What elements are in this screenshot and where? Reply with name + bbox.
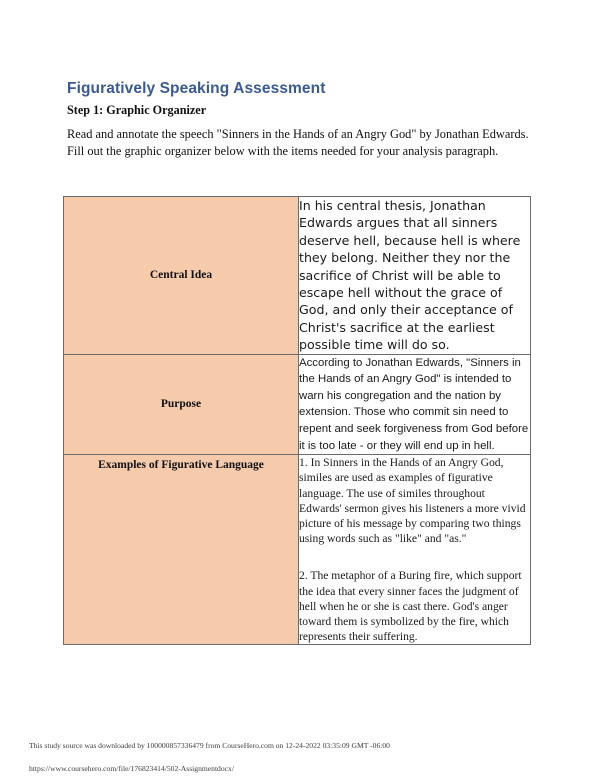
row-label-figurative-language: Examples of Figurative Language xyxy=(64,455,299,645)
example-paragraph-1: 1. In Sinners in the Hands of an Angry God, similes are used as examples of figurative language. The use of similes throughout Edwards' sermon gives his listeners a more vivid picture of his message by comparing two things using words such as "like" and "as." xyxy=(299,456,526,546)
graphic-organizer-table xyxy=(63,196,531,645)
row-content-figurative-language xyxy=(299,455,531,645)
row-content-central-idea: In his central thesis, Jonathan Edwards argues that all sinners deserve hell, because hell is where they belong. Neither they nor the sacrifice of Christ will be able to escape hell without the grace of God, and only their acceptance of Christ's sacrifice at the earliest possible time will do so. xyxy=(299,197,531,355)
download-watermark-note: This study source was downloaded by 100000857336479 from CourseHero.com on 12-24-2022 03:35:09 GMT -06:00 xyxy=(29,741,390,750)
source-url: https://www.coursehero.com/file/176823414/502-Assignmentdocx/ xyxy=(29,764,234,773)
row-label-central-idea: Central Idea xyxy=(64,197,299,355)
table-row xyxy=(64,455,531,645)
example-paragraph-2: 2. The metaphor of a Buring fire, which support the idea that every sinner faces the judgment of hell when he or she is cast there. God's anger toward them is symbolized by the fire, which represents their suffering. xyxy=(299,569,522,644)
page-title: Figuratively Speaking Assessment xyxy=(67,80,326,97)
row-label-purpose: Purpose xyxy=(64,354,299,455)
instructions-paragraph: Read and annotate the speech "Sinners in the Hands of an Angry God" by Jonathan Edwards. Fill out the graphic organizer below with the items needed for your analysis paragraph. xyxy=(67,127,529,158)
step-heading: Step 1: Graphic Organizer xyxy=(67,103,207,117)
row-content-purpose: According to Jonathan Edwards, "Sinners in the Hands of an Angry God" is intended to warn his congregation and the nation by extension. Those who commit sin need to repent and seek forgiveness from God before it is too late - or they will end up in hell. xyxy=(299,354,531,455)
table-row xyxy=(64,197,531,355)
table-row xyxy=(64,354,531,455)
